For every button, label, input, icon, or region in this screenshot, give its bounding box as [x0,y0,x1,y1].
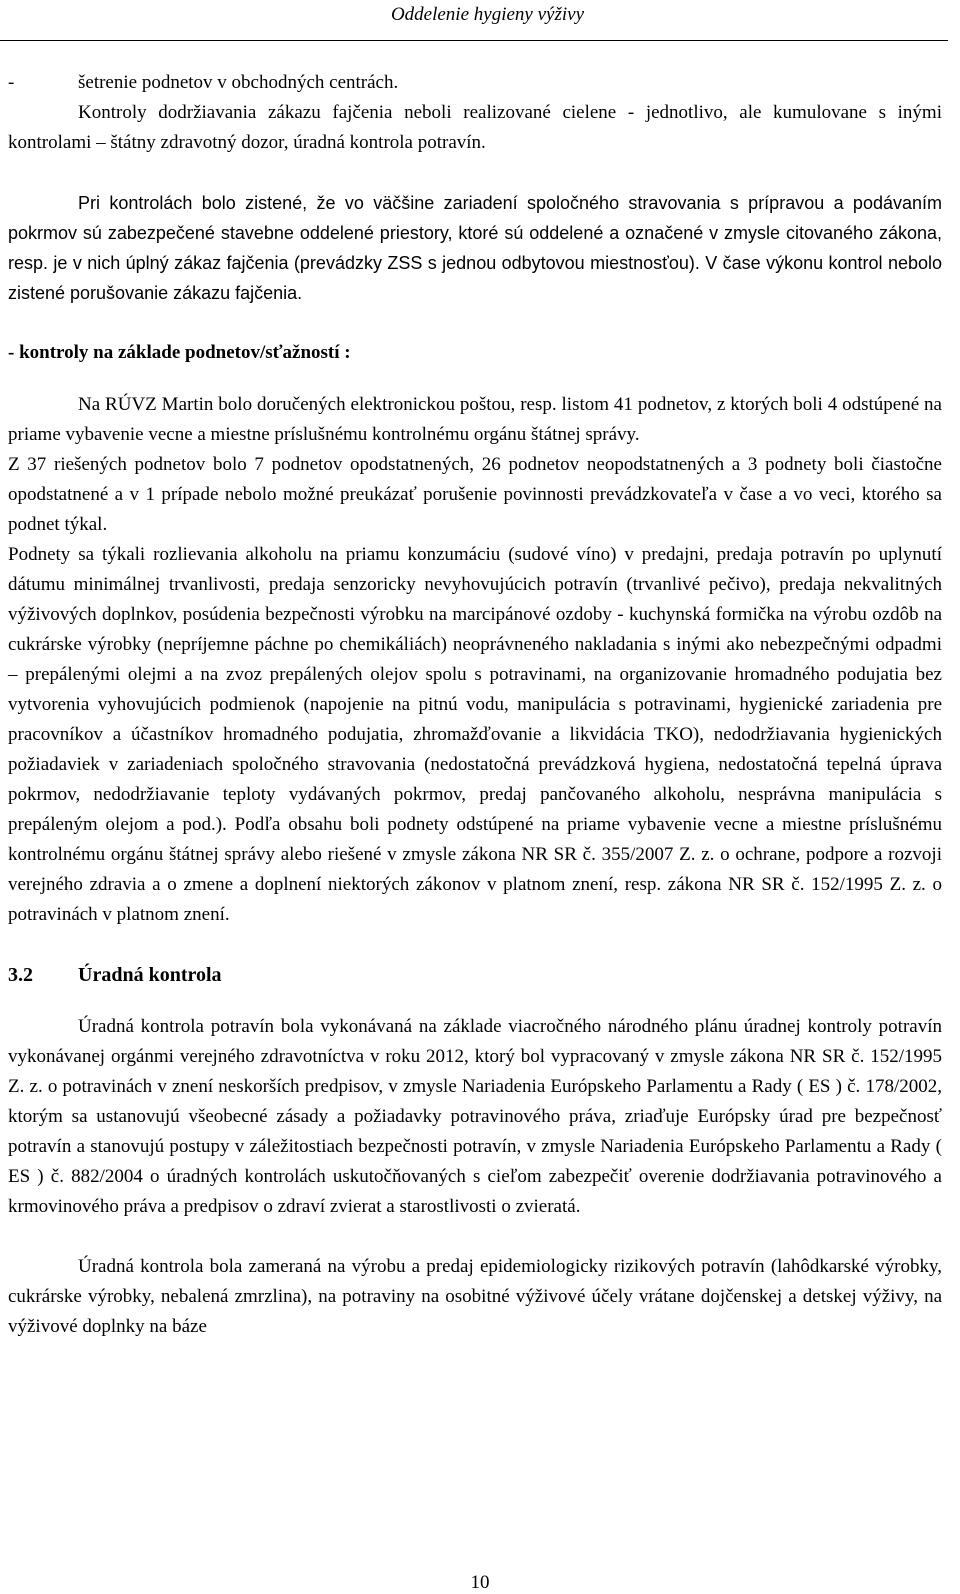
checks-paragraph: Pri kontrolách bolo zistené, že vo väčšine zariadení spoločného stravovania s prípravou a podávaním pokrmov sú zabezpečené stavebne oddelené priestory, ktoré sú oddelené a označené v zmysle citovaného zákona, resp. je v nich úplný zákaz fajčenia (prevádzky ZSS s jednou odbytovou miestnosťou). V čase výkonu kontrol nebolo zistené porušovanie zákazu fajčenia. [8,193,942,303]
official-control-paragraph-1: Úradná kontrola potravín bola vykonávaná na základe viacročného národného plánu úradnej kontroly potravín vykonávanej orgánmi verejného zdravotníctva v roku 2012, ktorý bol vypracovaný v zmysle zákona NR SR č. 152/1995 Z. z. o potravinách v znení neskorších predpisov, v zmysle Nariadenia Európskeho Parlamentu a Rady ( ES ) č. 178/2002, ktorým sa ustanovujú všeobecné zásady a požiadavky potravinového práva, zriaďuje Európsky úrad pre bezpečnosť potravín a stanovujú postupy v záležitostiach bezpečnosti potravín, v zmysle Nariadenia Európskeho Parlamentu a Rady ( ES ) č. 882/2004 o úradných kontrolách uskutočňovaných s cieľom zabezpečiť overenie dodržiavania potravinového a krmovinového práva a predpisov o zdraví zvierat a starostlivosti o zvieratá. [8,1016,942,1217]
bullet-line [8,68,942,98]
smoking-paragraph: Kontroly dodržiavania zákazu fajčenia neboli realizované cielene - jednotlivo, ale kumulovane s inými kontrolami – štátny zdravotný dozor, úradná kontrola potravín. [8,102,942,153]
section-number: 3.2 [8,964,33,986]
section-title: Úradná kontrola [78,964,222,986]
complaints-paragraph-2: Z 37 riešených podnetov bolo 7 podnetov opodstatnených, 26 podnetov neopodstatnených a 3 podnety boli čiastočne opodstatnené a v 1 prípade nebolo možné preukázať porušenie povinnosti prevádzkovateľa v čase a vo veci, ktorého sa podnet týkal. [8,454,942,535]
page-header [0,0,948,41]
document-body [8,68,942,1342]
header-title: Oddelenie hygieny výživy [390,4,584,25]
official-control-paragraph-2: Úradná kontrola bola zameraná na výrobu a predaj epidemiologicky rizikových potravín (lahôdkarské výrobky, cukrárske výrobky, nebalená zmrzlina), na potraviny na osobitné výživové účely vrátane dojčenskej a detskej výživy, na výživové doplnky na báze [8,1256,942,1337]
bullet-text: šetrenie podnetov v obchodných centrách. [78,72,399,93]
page-number: 10 [470,1572,490,1593]
bullet-dash: - [8,72,15,93]
complaints-paragraph-1: Na RÚVZ Martin bolo doručených elektronickou poštou, resp. listom 41 podnetov, z ktorých boli 4 odstúpené na priame vybavenie vecne a miestne príslušnému kontrolnému orgánu štátnej správy. [8,394,942,445]
complaints-paragraph-3: Podnety sa týkali rozlievania alkoholu na priamu konzumáciu (sudové víno) v predajni, predaja potravín po uplynutí dátumu minimálnej trvanlivosti, predaja senzoricky nevyhovujúcich potravín (trvanlivé pečivo), predaja nekvalitných výživových doplnkov, posúdenia bezpečnosti výrobku na marcipánové ozdoby - kuchynská formička na výrobu ozdôb na cukrárske výrobky (nepríjemne páchne po chemikáliách) neoprávneného nakladania s inými ako nebezpečnými odpadmi – prepálenými olejmi a na zvoz prepálených olejov spolu s potravinami, na organizovanie hromadného podujatia bez vytvorenia vyhovujúcich podmienok (napojenie na pitnú vodu, manipulácia s potravinami, hygienické zariadenia pre pracovníkov a účastníkov hromadného podujatia, zhromažďovanie a likvidácia TKO), nedodržiavania hygienických požiadaviek v zariadeniach spoločného stravovania (nedostatočná prevádzková hygiena, nedostatočná tepelná úprava pokrmov, nedodržiavanie teploty vydávaných pokrmov, predaj pančovaného alkoholu, nesprávna manipulácia s prepáleným olejom a pod.). Podľa obsahu boli podnety odstúpené na priame vybavenie vecne a miestne príslušnému kontrolnému orgánu štátnej správy alebo riešené v zmysle zákona NR SR č. 355/2007 Z. z. o ochrane, podpore a rozvoji verejného zdravia a o zmene a doplnení niektorých zákonov v platnom znení, resp. zákona NR SR č. 152/1995 Z. z. o potravinách v platnom znení. [8,544,942,925]
complaints-heading: - kontroly na základe podnetov/sťažností : [8,342,351,363]
section-heading [8,960,942,990]
